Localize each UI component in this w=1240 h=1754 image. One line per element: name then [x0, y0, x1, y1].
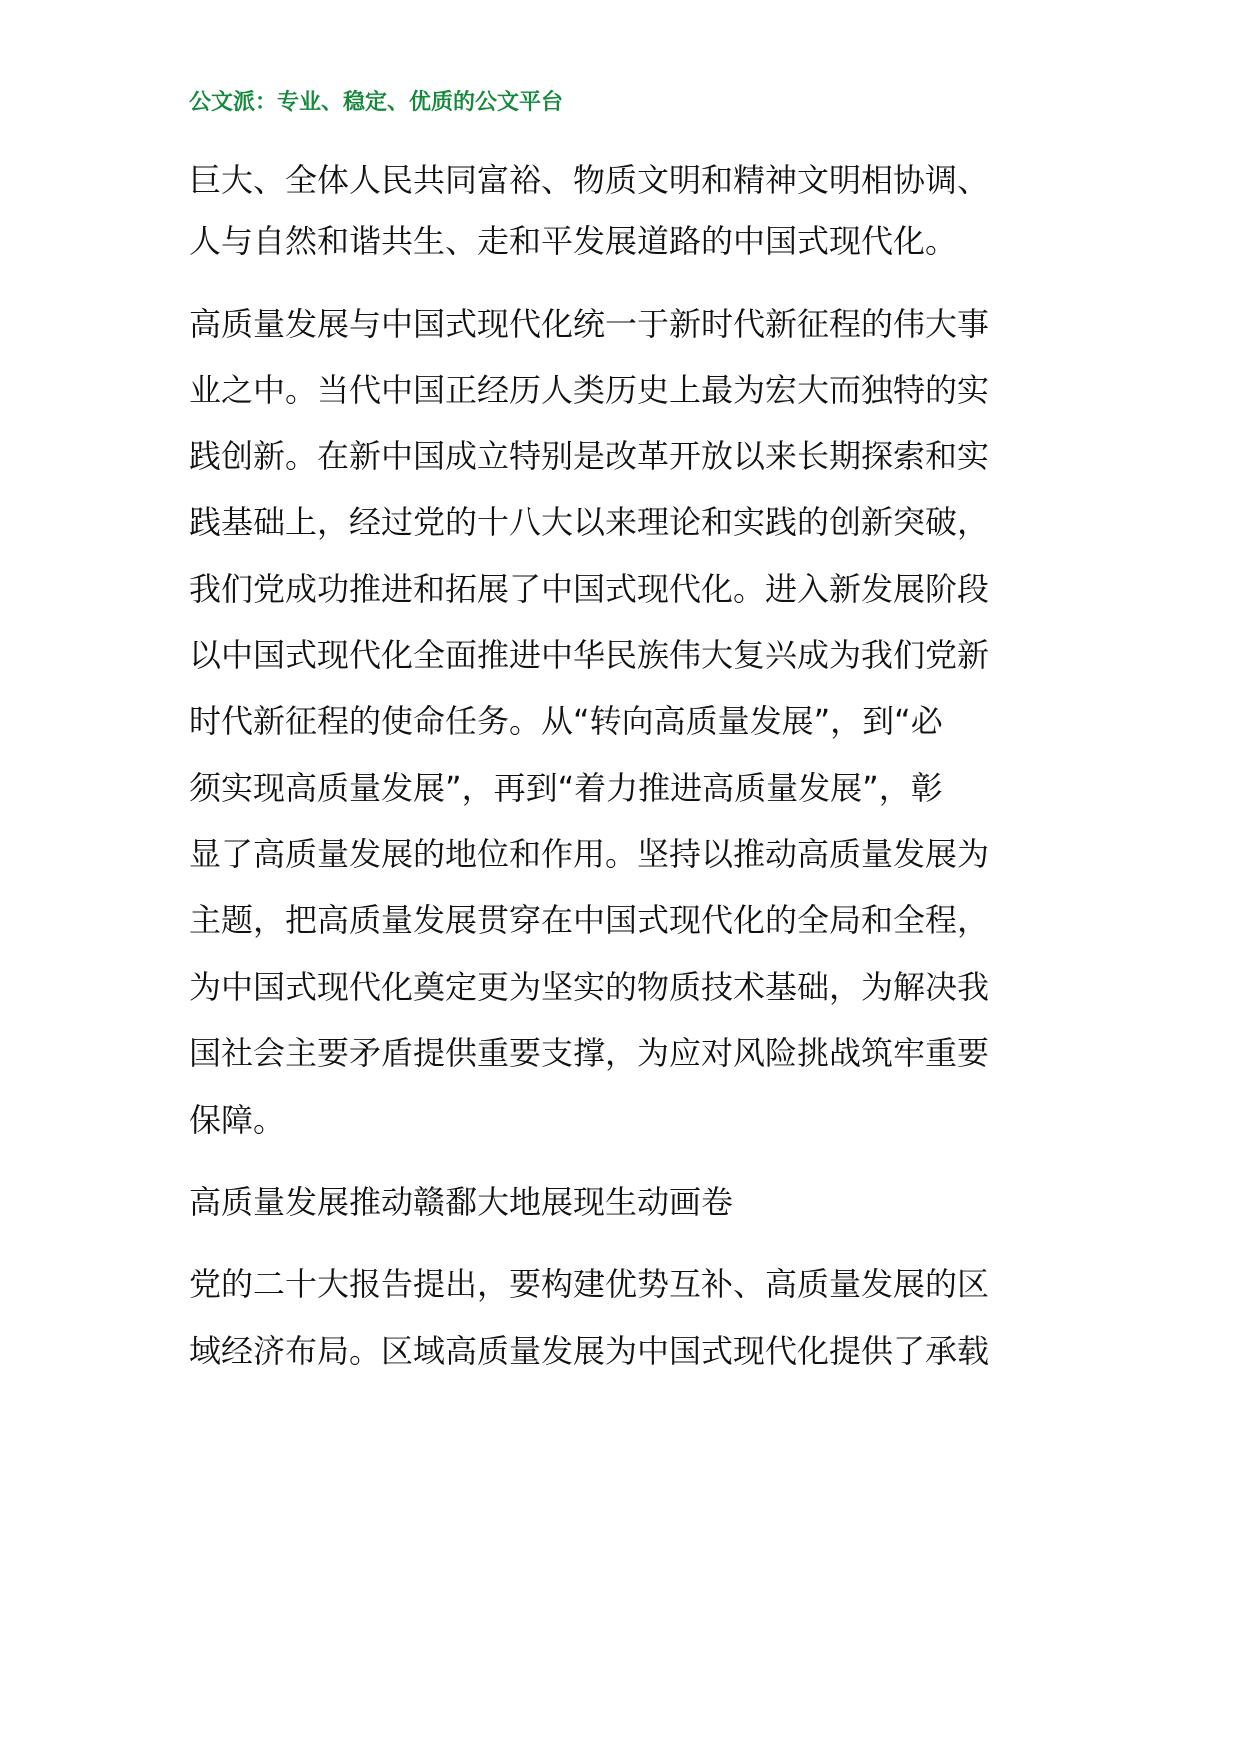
- paragraph-2-line-12: 国社会主要矛盾提供重要支撑，为应对风险挑战筑牢重要: [189, 1034, 990, 1072]
- paragraph-1-line-2: 人与自然和谐共生、走和平发展道路的中国式现代化。: [189, 222, 958, 260]
- site-header-text: 公文派：专业、稳定、优质的公文平台: [189, 90, 564, 115]
- paragraph-2-line-4: 践基础上，经过党的十八大以来理论和实践的创新突破，: [189, 503, 990, 541]
- paragraph-2-line-8: 须实现高质量发展”，再到“着力推进高质量发展”，彰: [189, 769, 943, 807]
- paragraph-2-line-11: 为中国式现代化奠定更为坚实的物质技术基础，为解决我: [189, 968, 990, 1006]
- paragraph-2-line-7: 时代新征程的使命任务。从“转向高质量发展”，到“必: [189, 702, 943, 740]
- paragraph-2-line-2: 业之中。当代中国正经历人类历史上最为宏大而独特的实: [189, 371, 990, 409]
- paragraph-1-line-1: 巨大、全体人民共同富裕、物质文明和精神文明相协调、: [189, 161, 990, 199]
- paragraph-2-line-5: 我们党成功推进和拓展了中国式现代化。进入新发展阶段: [189, 570, 990, 608]
- section-heading: 高质量发展推动赣鄱大地展现生动画卷: [189, 1183, 734, 1221]
- paragraph-2-line-3: 践创新。在新中国成立特别是改革开放以来长期探索和实: [189, 437, 990, 475]
- paragraph-3-line-2: 域经济布局。区域高质量发展为中国式现代化提供了承载: [189, 1332, 990, 1370]
- paragraph-2-line-6: 以中国式现代化全面推进中华民族伟大复兴成为我们党新: [189, 636, 990, 674]
- paragraph-2-line-9: 显了高质量发展的地位和作用。坚持以推动高质量发展为: [189, 835, 990, 873]
- paragraph-2-line-1: 高质量发展与中国式现代化统一于新时代新征程的伟大事: [189, 305, 990, 343]
- paragraph-3-line-1: 党的二十大报告提出，要构建优势互补、高质量发展的区: [189, 1265, 990, 1303]
- paragraph-2-line-10: 主题，把高质量发展贯穿在中国式现代化的全局和全程，: [189, 901, 990, 939]
- paragraph-2-line-13: 保障。: [189, 1101, 286, 1139]
